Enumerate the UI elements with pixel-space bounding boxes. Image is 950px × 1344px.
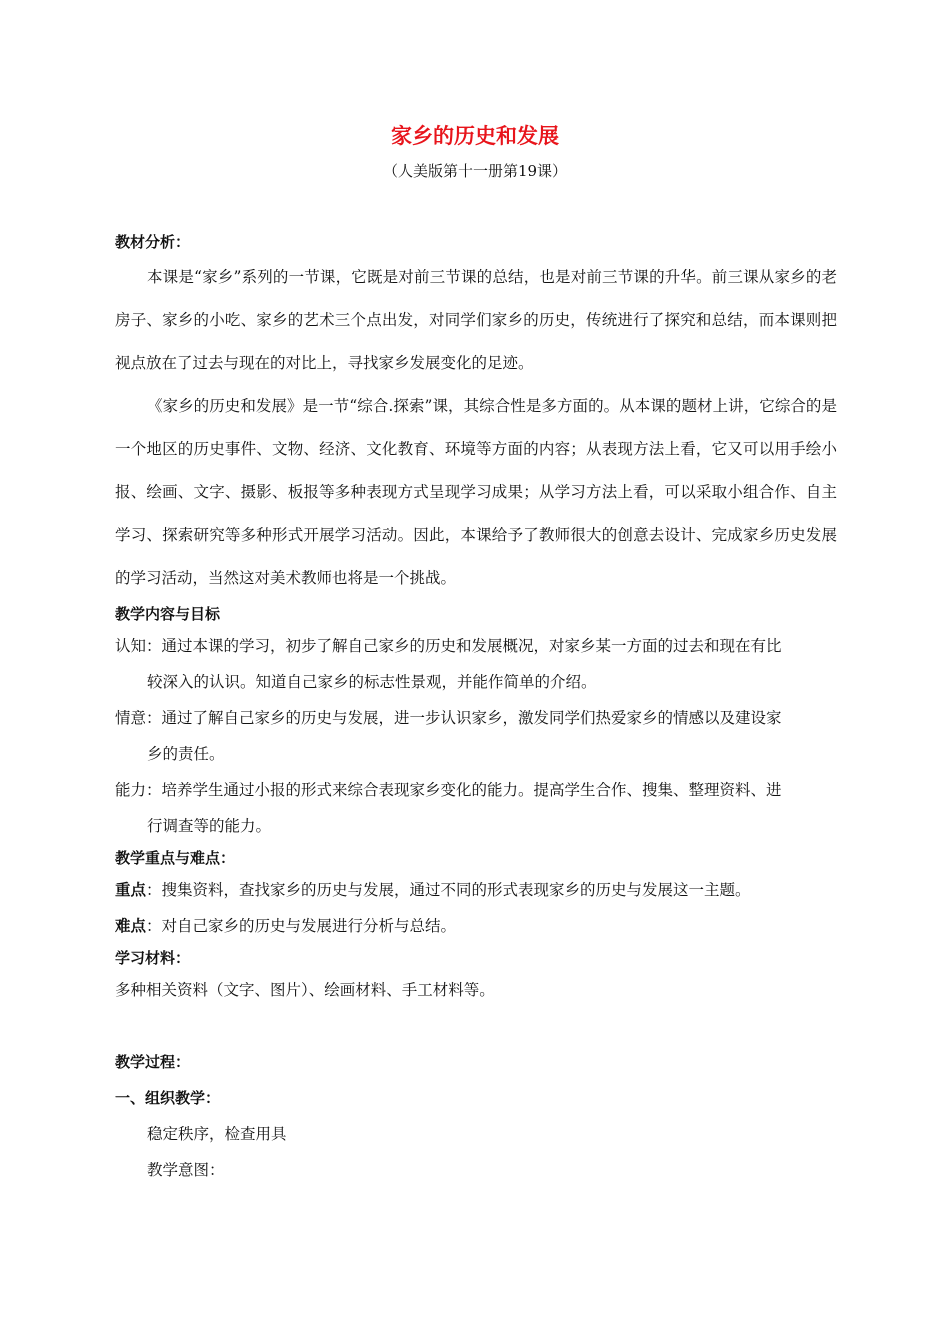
key-point-focus	[115, 872, 837, 908]
goal-cognition	[115, 628, 837, 700]
heading-key-points: 教学重点与难点：	[115, 849, 236, 867]
key-point-focus-label: 重点	[115, 881, 147, 899]
heading-process: 教学过程：	[115, 1053, 191, 1071]
document-body	[115, 228, 837, 1188]
heading-step-1: 一、组织教学：	[115, 1089, 221, 1107]
heading-goals: 教学内容与目标	[115, 605, 221, 623]
heading-analysis: 教材分析：	[115, 233, 191, 251]
key-point-difficulty-label: 难点	[115, 917, 147, 935]
key-point-difficulty-text: ：对自己家乡的历史与发展进行分析与总结。	[146, 917, 457, 935]
document-subtitle: （人美版第十一册第19课）	[382, 162, 568, 180]
key-point-difficulty	[115, 908, 837, 944]
document-title: 家乡的历史和发展	[391, 124, 559, 148]
goal-emotion-line-2: 乡的责任。	[147, 745, 225, 763]
goal-cognition-line-2: 较深入的认识。知道自己家乡的标志性景观，并能作简单的介绍。	[147, 673, 597, 691]
materials-text: 多种相关资料（文字、图片）、绘画材料、手工材料等。	[115, 981, 495, 999]
goal-ability-line-2: 行调查等的能力。	[147, 817, 272, 835]
goal-cognition-line-1: 认知：通过本课的学习，初步了解自己家乡的历史和发展概况，对家乡某一方面的过去和现在有比	[115, 637, 782, 655]
spacer	[115, 1008, 837, 1044]
goal-emotion	[115, 700, 837, 772]
key-point-focus-text: ：搜集资料，查找家乡的历史与发展，通过不同的形式表现家乡的历史与发展这一主题。	[146, 881, 751, 899]
step-1-line-2: 教学意图：	[147, 1161, 225, 1179]
goal-ability-line-1: 能力：培养学生通过小报的形式来综合表现家乡变化的能力。提高学生合作、搜集、整理资料、进	[115, 781, 782, 799]
step-1-line-1: 稳定秩序，检查用具	[147, 1125, 287, 1143]
analysis-paragraph-1: 本课是“家乡”系列的一节课，它既是对前三节课的总结，也是对前三节课的升华。前三课从家乡的老房子、家乡的小吃、家乡的艺术三个点出发，对同学们家乡的历史，传统进行了探究和总结，而本课则把视点放在了过去与现在的对比上，寻找家乡发展变化的足迹。	[115, 268, 837, 372]
analysis-paragraph-2: 《家乡的历史和发展》是一节“综合.探索”课，其综合性是多方面的。从本课的题材上讲，它综合的是一个地区的历史事件、文物、经济、文化教育、环境等方面的内容；从表现方法上看，它又可以用手绘小报、绘画、文字、摄影、板报等多种表现方式呈现学习成果；从学习方法上看，可以采取小组合作、自主学习、探索研究等多种形式开展学习活动。因此，本课给予了教师很大的创意去设计、完成家乡历史发展的学习活动，当然这对美术教师也将是一个挑战。	[115, 397, 837, 587]
goal-ability	[115, 772, 837, 844]
goal-emotion-line-1: 情意：通过了解自己家乡的历史与发展，进一步认识家乡，激发同学们热爱家乡的情感以及建设家	[115, 709, 782, 727]
heading-materials: 学习材料：	[115, 949, 191, 967]
